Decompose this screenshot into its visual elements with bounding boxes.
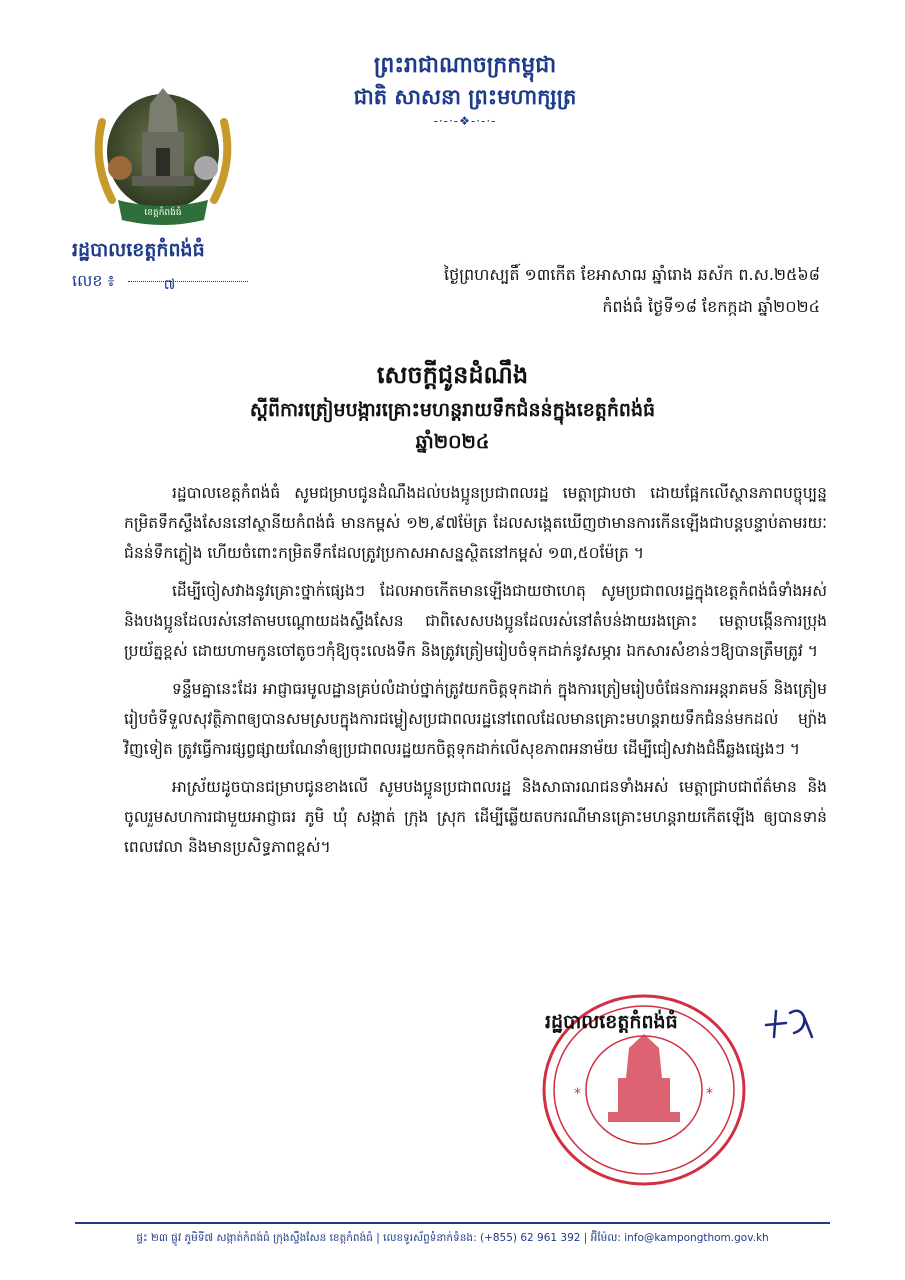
sender-title: រដ្ឋបាលខេត្តកំពង់ធំ xyxy=(72,239,205,261)
kingdom-header xyxy=(300,50,630,130)
header-ornament: -·-·-❖-·-·- xyxy=(433,114,497,128)
notice-body xyxy=(124,478,827,870)
notice-subtitle: ស្តីពីការត្រៀមបង្ការគ្រោះមហន្តរាយទឹកជំនន់ក្នុងខេត្តកំពង់ធំ xyxy=(249,399,656,421)
handwritten-signature xyxy=(760,1003,820,1043)
logo-caption: ខេត្តកំពង់ធំ xyxy=(144,208,182,218)
kingdom-title: ព្រះរាជាណាចក្រកម្ពុជា xyxy=(373,53,557,78)
lunar-date: ថ្ងៃព្រហស្បតិ៍ ១៣កើត ខែអាសាឍ ឆ្នាំរោង ឆស័ក ព.ស.២៥៦៨ xyxy=(444,265,820,284)
reference-value: ៧ xyxy=(163,277,176,293)
signature-label: រដ្ឋបាលខេត្តកំពង់ធំ xyxy=(545,1011,678,1033)
svg-text:*: * xyxy=(574,1086,581,1102)
national-motto: ជាតិ សាសនា ព្រះមហាក្សត្រ xyxy=(353,85,577,109)
footer-divider xyxy=(75,1222,830,1224)
reference-dots xyxy=(128,277,248,293)
body-paragraph-3: ទន្ទឹមគ្នានេះដែរ អាជ្ញាធរមូលដ្ឋានគ្រប់លំដាប់ថ្នាក់ត្រូវយកចិត្តទុកដាក់ ក្នុងការត្រៀមរៀបចំផែនការអន្តរាគមន៍ និងត្រៀមរៀបចំទីទួលសុវត្ថិភាពឲ្យបានសមស្របក្នុងការជម្លៀសប្រជាពលរដ្ឋនៅពេលដែលមានគ្រោះមហន្តរាយទឹកជំនន់មកដល់ ម្យ៉ាងវិញទៀត ត្រូវធ្វើការផ្សព្វផ្សាយណែនាំឲ្យប្រជាពលរដ្ឋយកចិត្តទុកដាក់លើសុខភាពអនាម័យ ដើម្បីជៀសវាងជំងឺឆ្លងផ្សេងៗ ។ xyxy=(124,680,827,758)
province-logo xyxy=(92,82,234,232)
body-paragraph-4: អាស្រ័យដូចបានជម្រាបជូនខាងលើ សូមបងប្អូនប្រជាពលរដ្ឋ និងសាធារណជនទាំងអស់ មេត្តាជ្រាបជាព័ត៌មាន និងចូលរួមសហការជាមួយអាជ្ញាធរ ភូមិ ឃុំ សង្កាត់ ក្រុង ស្រុក ដើម្បីឆ្លើយតបករណីមានគ្រោះមហន្តរាយកើតឡើង ឲ្យបានទាន់ពេលវេលា និងមានប្រសិទ្ធភាពខ្ពស់។ xyxy=(124,778,827,856)
svg-text:*: * xyxy=(706,1086,713,1102)
footer-contact: ផ្ទះ ២៣ ផ្លូវ ភូមិទី៧ សង្កាត់កំពង់ធំ ក្រុងស្ទឹងសែន ខេត្តកំពង់ធំ | លេខទូរស័ព្ទទំនាក់ទំនង: (+855) 62 961 392 | អ៊ីម៉ែល: info@kampongthom.gov.kh xyxy=(136,1232,769,1244)
solar-date: កំពង់ធំ ថ្ងៃទី១៨ ខែកក្កដា ឆ្នាំ២០២៤ xyxy=(602,297,820,316)
notice-title: សេចក្តីជូនដំណឹង xyxy=(376,361,529,389)
reference-number xyxy=(72,270,248,294)
body-paragraph-2: ដើម្បីចៀសវាងនូវគ្រោះថ្នាក់ផ្សេងៗ ដែលអាចកើតមានឡើងជាយថាហេតុ សូមប្រជាពលរដ្ឋក្នុងខេត្តកំពង់ធំទាំងអស់ និងបងប្អូនដែលរស់នៅតាមបណ្តោយដងស្ទឹងសែន ជាពិសេសបងប្អូនដែលរស់នៅតំបន់ងាយរងគ្រោះ មេត្តាបង្កើនការប្រុងប្រយ័ត្នខ្ពស់ ដោយហាមកូនចៅតូចៗកុំឱ្យចុះលេងទឹក និងត្រូវត្រៀមរៀបចំទុកដាក់នូវសម្ភារ ឯកសារសំខាន់ៗឱ្យបានត្រឹមត្រូវ ។ xyxy=(124,582,827,660)
notice-year: ឆ្នាំ២០២៤ xyxy=(415,431,490,453)
body-paragraph-1: រដ្ឋបាលខេត្តកំពង់ធំ សូមជម្រាបជូនដំណឹងដល់បងប្អូនប្រជាពលរដ្ឋ មេត្តាជ្រាបថា ដោយផ្អែកលើស្ថានភាពបច្ចុប្បន្នកម្រិតទឹកស្ទឹងសែននៅស្ថានីយកំពង់ធំ មានកម្ពស់ ១២,៩៧ម៉ែត្រ ដែលសង្កេតឃើញថាមានការកើនឡើងជាបន្តបន្ទាប់តាមរយៈជំនន់ទឹកភ្លៀង ហើយចំពោះកម្រិតទឹកដែលត្រូវប្រកាសអាសន្នស្ថិតនៅកម្ពស់ ១៣,៥០ម៉ែត្រ ។ xyxy=(124,484,827,562)
reference-label: លេខ ៖ xyxy=(72,271,115,290)
